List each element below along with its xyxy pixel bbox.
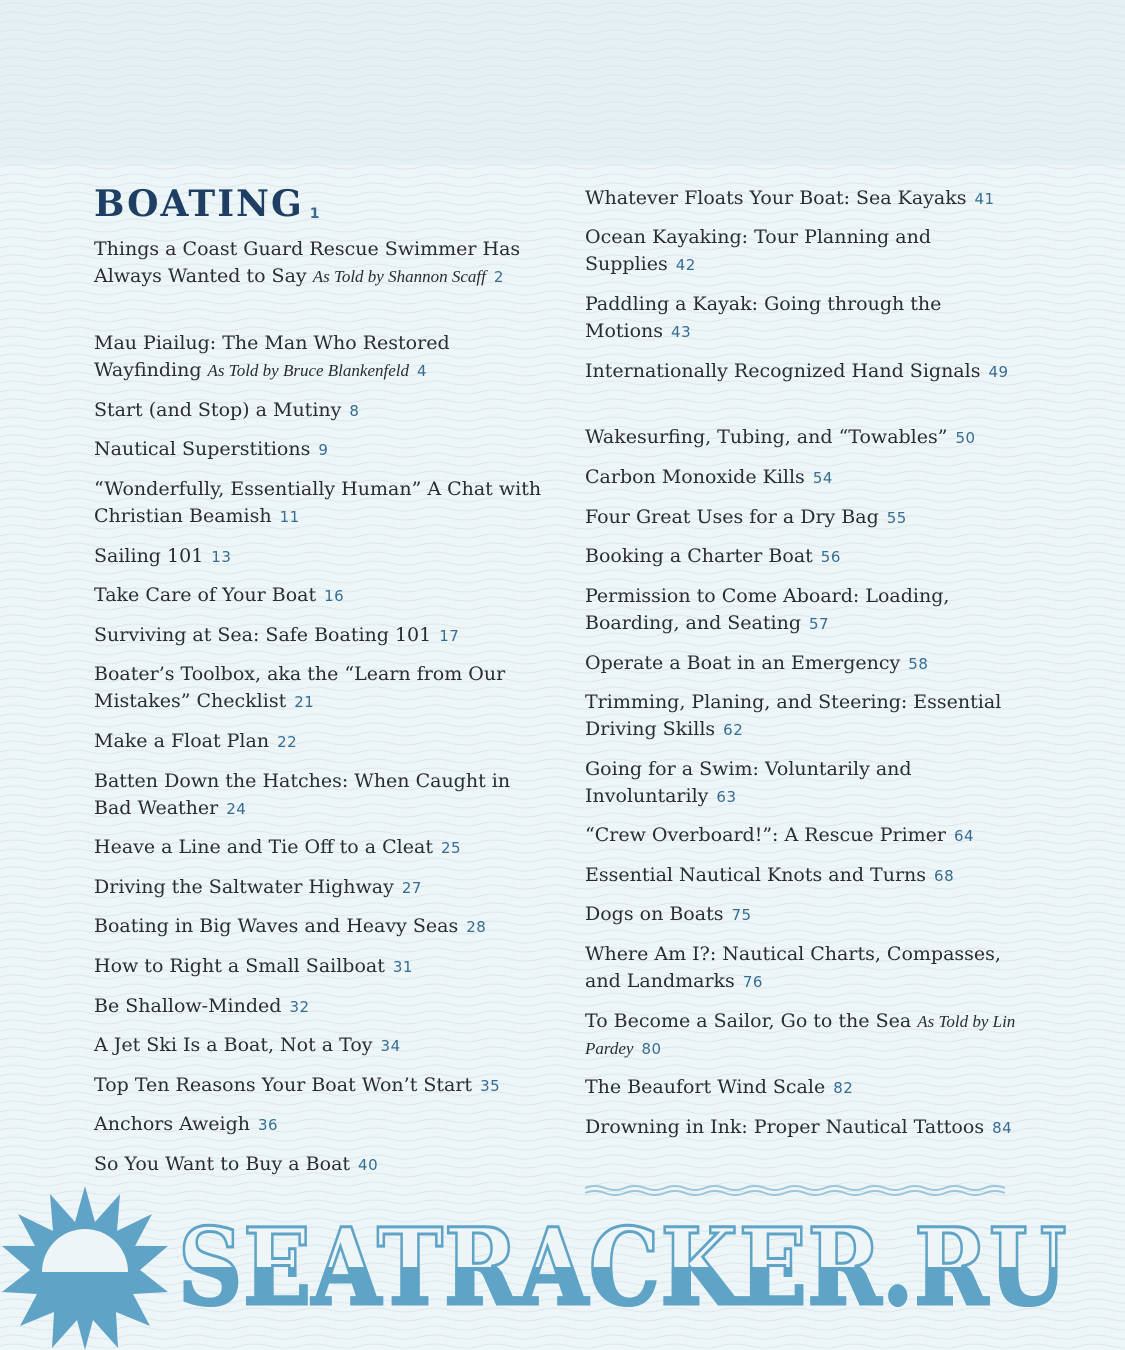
toc-entry[interactable]: [585, 862, 1025, 890]
entry-page-number: 68: [934, 867, 955, 885]
entry-page-number: 22: [277, 733, 298, 751]
entry-page-number: 9: [318, 441, 329, 459]
section-heading: [94, 183, 319, 225]
entry-title: Things a Coast Guard Rescue Swimmer Has Always Wanted to Say: [94, 238, 521, 287]
entry-page-number: 24: [226, 800, 247, 818]
entry-credit: As Told by Shannon Scaff: [312, 267, 486, 286]
entry-page-number: 32: [289, 998, 310, 1016]
rope-divider: [585, 1184, 1005, 1198]
toc-entry[interactable]: [94, 397, 544, 425]
entry-page-number: 31: [392, 958, 413, 976]
entry-page-number: 84: [992, 1119, 1013, 1137]
toc-entry[interactable]: [585, 1008, 1025, 1063]
entry-title: How to Right a Small Sailboat: [94, 955, 385, 977]
toc-entry[interactable]: [585, 583, 1025, 638]
toc-entry[interactable]: [94, 476, 544, 531]
entry-page-number: 63: [716, 788, 737, 806]
entry-page-number: 36: [258, 1116, 279, 1134]
toc-entry[interactable]: [585, 822, 1025, 850]
entry-title: Going for a Swim: Voluntarily and Involuntarily: [585, 758, 912, 807]
entry-title: Drowning in Ink: Proper Nautical Tattoos: [585, 1116, 985, 1138]
toc-entry[interactable]: [585, 291, 1025, 346]
entry-title: Paddling a Kayak: Going through the Motions: [585, 293, 942, 342]
toc-entry[interactable]: [94, 1151, 544, 1179]
entry-title: Carbon Monoxide Kills: [585, 466, 805, 488]
entry-page-number: 75: [731, 906, 752, 924]
entry-title: Be Shallow-Minded: [94, 995, 282, 1017]
toc-entry[interactable]: [585, 358, 1025, 386]
toc-entry[interactable]: [94, 582, 544, 610]
entry-title: Driving the Saltwater Highway: [94, 876, 394, 898]
entry-title: Start (and Stop) a Mutiny: [94, 399, 342, 421]
entry-page-number: 25: [440, 839, 462, 857]
entry-page-number: 16: [324, 587, 345, 605]
entry-title: Ocean Kayaking: Tour Planning and Supplies: [585, 226, 931, 275]
toc-entry[interactable]: [585, 689, 1025, 744]
entry-page-number: 21: [294, 693, 315, 711]
entry-title: Batten Down the Hatches: When Caught in Bad Weather: [94, 770, 511, 819]
entry-page-number: 57: [809, 615, 830, 633]
entry-title: Take Care of Your Boat: [94, 584, 317, 606]
entry-page-number: 55: [886, 509, 907, 527]
toc-entry[interactable]: [94, 993, 544, 1021]
watermark-text: SEATRACKER.RU: [178, 1204, 1068, 1329]
entry-title: Make a Float Plan: [94, 730, 270, 752]
entry-title: Operate a Boat in an Emergency: [585, 652, 901, 674]
entry-title: Heave a Line and Tie Off to a Cleat: [94, 836, 433, 858]
entry-page-number: 58: [908, 655, 929, 673]
sun-logo-icon: [0, 1184, 170, 1350]
entry-title: Where Am I?: Nautical Charts, Compasses, and Landmarks: [585, 943, 1001, 992]
toc-entry[interactable]: [585, 464, 1025, 492]
toc-entry[interactable]: [585, 1074, 1025, 1102]
entry-page-number: 27: [401, 879, 422, 897]
toc-entry[interactable]: [94, 330, 544, 385]
toc-entry[interactable]: [585, 224, 1025, 279]
entry-credit: As Told by Bruce Blankenfeld: [207, 361, 409, 380]
entry-page-number: 2: [493, 268, 504, 286]
entry-title: Boating in Big Waves and Heavy Seas: [94, 915, 459, 937]
toc-entry[interactable]: [94, 953, 544, 981]
entry-page-number: 35: [480, 1077, 501, 1095]
toc-entry[interactable]: [94, 661, 544, 716]
entry-page-number: 54: [812, 469, 833, 487]
entry-title: Internationally Recognized Hand Signals: [585, 360, 981, 382]
entry-title: The Beaufort Wind Scale: [585, 1076, 826, 1098]
entry-title: To Become a Sailor, Go to the Sea: [585, 1010, 912, 1032]
entry-page-number: 64: [954, 827, 975, 845]
entry-title: Surviving at Sea: Safe Boating 101: [94, 624, 432, 646]
section-title: BOATING: [94, 183, 304, 225]
toc-entry[interactable]: [94, 874, 544, 902]
entry-title: So You Want to Buy a Boat: [94, 1153, 351, 1175]
entry-title: Four Great Uses for a Dry Bag: [585, 506, 879, 528]
toc-entry[interactable]: [94, 236, 544, 291]
toc-entry[interactable]: [585, 756, 1025, 811]
entry-title: “Crew Overboard!”: A Rescue Primer: [585, 824, 946, 846]
toc-entry[interactable]: [94, 834, 544, 862]
toc-entry[interactable]: [94, 768, 544, 823]
entry-page-number: 49: [988, 363, 1009, 381]
toc-entry[interactable]: [94, 728, 544, 756]
entry-page-number: 50: [955, 429, 976, 447]
entry-title: Top Ten Reasons Your Boat Won’t Start: [94, 1074, 473, 1096]
toc-entry[interactable]: [94, 543, 544, 571]
toc-entry[interactable]: [585, 424, 1025, 452]
entry-page-number: 34: [380, 1037, 401, 1055]
entry-page-number: 8: [349, 402, 360, 420]
entry-title: Booking a Charter Boat: [585, 545, 813, 567]
toc-entry[interactable]: [585, 650, 1025, 678]
section-page-number: 1: [309, 206, 320, 222]
entry-page-number: 13: [211, 548, 232, 566]
entry-page-number: 40: [358, 1156, 379, 1174]
toc-entry[interactable]: [94, 622, 544, 650]
toc-entry[interactable]: [94, 1072, 544, 1100]
entry-title: Permission to Come Aboard: Loading, Boarding, and Seating: [585, 585, 950, 634]
entry-page-number: 56: [820, 548, 841, 566]
entry-title: Nautical Superstitions: [94, 438, 311, 460]
entry-page-number: 42: [675, 256, 696, 274]
entry-title: A Jet Ski Is a Boat, Not a Toy: [94, 1034, 373, 1056]
entry-title: Sailing 101: [94, 545, 204, 567]
entry-title: Wakesurfing, Tubing, and “Towables”: [585, 426, 948, 448]
toc-entry[interactable]: [94, 913, 544, 941]
entry-page-number: 82: [833, 1079, 854, 1097]
toc-entry[interactable]: [585, 185, 1025, 213]
entry-title: Whatever Floats Your Boat: Sea Kayaks: [585, 187, 967, 209]
entry-page-number: 11: [279, 508, 300, 526]
entry-title: Dogs on Boats: [585, 903, 724, 925]
entry-page-number: 76: [742, 973, 763, 991]
entry-page-number: 41: [974, 190, 995, 208]
entry-title: Trimming, Planing, and Steering: Essential Driving Skills: [585, 691, 1002, 740]
entry-page-number: 17: [439, 627, 460, 645]
toc-entry[interactable]: [585, 1114, 1025, 1142]
entry-page-number: 80: [641, 1040, 662, 1058]
toc-entry[interactable]: [585, 941, 1025, 996]
toc-entry[interactable]: [585, 901, 1025, 929]
entry-title: “Wonderfully, Essentially Human” A Chat with Christian Beamish: [94, 478, 542, 527]
entry-title: Mau Piailug: The Man Who Restored Wayfinding: [94, 332, 450, 381]
entry-title: Anchors Aweigh: [94, 1113, 250, 1135]
toc-entry[interactable]: [585, 504, 1025, 532]
entry-title: Essential Nautical Knots and Turns: [585, 864, 927, 886]
entry-title: Boater’s Toolbox, aka the “Learn from Our Mistakes” Checklist: [94, 663, 506, 712]
toc-entry[interactable]: [585, 543, 1025, 571]
entry-page-number: 28: [466, 918, 487, 936]
entry-page-number: 43: [671, 323, 692, 341]
toc-entry[interactable]: [94, 436, 544, 464]
entry-credit: As Told by Lin Pardey: [585, 1012, 1016, 1058]
entry-page-number: 4: [417, 362, 428, 380]
toc-entry[interactable]: [94, 1111, 544, 1139]
entry-page-number: 62: [723, 721, 744, 739]
toc-entry[interactable]: [94, 1032, 544, 1060]
